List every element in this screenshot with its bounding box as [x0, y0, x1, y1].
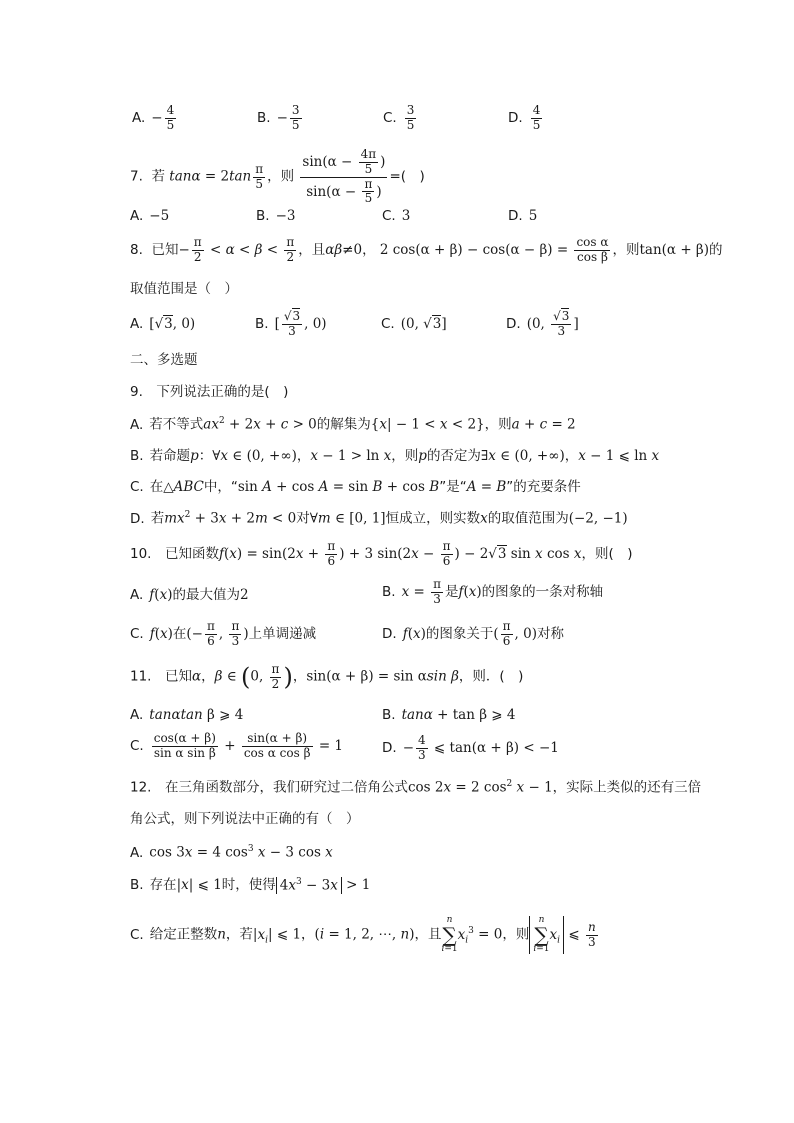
question-7: 7. 若 tanα = 2tan $\frac{\pi}{5}$ ，则 sin(α − $\frac{4\pi}{5}$ ) sin(α − $\frac{\pi}{5}$ ) =( )	[130, 147, 425, 206]
q12-option-b: B. 存在|x| ⩽ 1时，使得 $4x^3 - 3x > 1$	[130, 877, 371, 894]
q10-option-d: D. f(x)的图象关于( $\frac{\pi}{6}$ , 0)对称	[382, 619, 564, 648]
q6-option-b: B. − $\frac{3}{5}$	[257, 103, 300, 132]
question-10: 10. 已知函数f(x) = sin(2x + $\frac{\pi}{6}$ ) + 3 sin(2x − $\frac{\pi}{6}$ ) − 2√3 sin x cos x，则( )	[130, 539, 633, 568]
question-11: 11. 已知α，β ∈ (0, $\frac{\pi}{2}$ )，sin(α + β) = sin αsin β，则．( )	[130, 661, 524, 691]
q12-option-c: C. 给定正整数n，若$|x_i|$ ⩽ 1，(i = 1, 2, ⋯, n)，且 n ∑ i=1 $x_i^3 = 0$，则 n ∑ i=1 $x_i$ ⩽ $\frac{n}{3}$	[130, 915, 596, 954]
q11-option-c: C. $\frac{\cos(\alpha + \beta)}{\text{sin α sin β}}$ + $\frac{\sin(\alpha + \beta)}{\text{cos α cos β}}$ = 1	[130, 731, 344, 760]
q6-option-a: A. − $\frac{4}{5}$	[132, 103, 175, 132]
q9-option-a: A. 若不等式$ax^2 + 2x + c > 0$的解集为{x| − 1 < x < 2}，则a + c = 2	[130, 416, 576, 433]
question-12-line1: 12. 在三角函数部分，我们研究过二倍角公式cos 2x = 2 $\cos^2 x - 1$，实际上类似的还有三倍	[130, 779, 702, 796]
q10-option-c: C. f(x)在(− $\frac{\pi}{6}$ , $\frac{\pi}{3}$ )上单调递减	[130, 619, 317, 648]
q8-line2: 取值范围是（ ）	[130, 281, 238, 297]
q11-option-b: B. tanα + tan β ⩾ 4	[382, 707, 516, 723]
q6-option-c: C. $\frac{3}{5}$	[383, 103, 415, 132]
question-9-stem: 9. 下列说法正确的是( )	[130, 384, 289, 400]
q8-options: A. [√3, 0) B. [ $\frac{√3}{3}$ , 0) C. (0, √3] D. (0, $\frac{√3}{3}$ ]	[130, 309, 579, 338]
question-8: 8. 已知− $\frac{\pi}{2}$ < α < β < $\frac{\pi}{2}$ ，且αβ≠0， 2 cos(α + β) − cos(α − β) = $\frac{\text{cos α}}{\text{cos β}}$ ，则tan(α + β)的	[130, 235, 723, 264]
q9-option-b: B. 若命题p：∀x ∈ (0, +∞)，x − 1 > ln x，则p的否定为∃x ∈ (0, +∞)，x − 1 ⩽ ln x	[130, 448, 660, 464]
q10-option-b: B. x = $\frac{\pi}{3}$ 是f(x)的图象的一条对称轴	[382, 577, 604, 606]
question-12-line2: 角公式，则下列说法中正确的有（ ）	[130, 811, 360, 827]
q6-option-d: D. $\frac{4}{5}$	[508, 103, 541, 132]
q12-option-a: A. cos 3x = 4 $\cos^3 x - 3$ cos x	[130, 844, 333, 861]
q11-option-d: D. − $\frac{4}{3}$ ⩽ tan(α + β) < −1	[382, 733, 559, 762]
q10-option-a: A. f(x)的最大值为2	[130, 587, 249, 603]
q9-option-c: C. 在△ABC中，“sin A + cos A = sin B + cos B”是“A = B”的充要条件	[130, 479, 581, 495]
q11-option-a: A. tanαtan β ⩾ 4	[130, 707, 244, 723]
section-title: 二、多选题	[130, 352, 198, 368]
q9-option-d: D. 若$mx^2 + 3x + 2m < 0$对∀m ∈ [0, 1]恒成立，则实数x的取值范围为(−2, −1)	[130, 510, 628, 527]
